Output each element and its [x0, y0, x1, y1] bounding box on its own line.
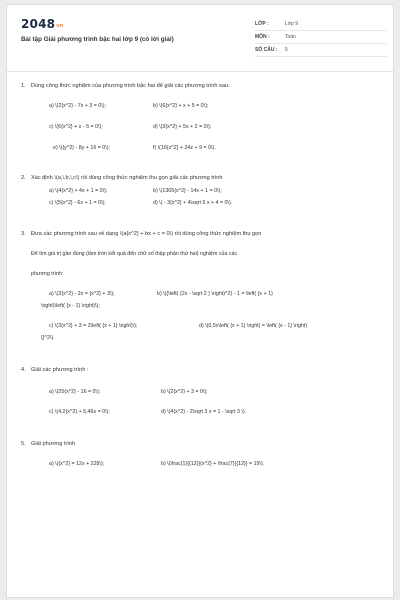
equation: b) \(2{x^2} + 3 = 0\); — [161, 389, 208, 395]
document-title: Bài tập Giải phương trình bậc hai lớp 9 (có lời giải) — [21, 36, 174, 43]
question-number: 3. — [21, 231, 26, 237]
equation: c) \(3{x^2} + 3 = 2\left( {x + 1} \right)\); — [49, 323, 138, 329]
equation: c) \(6{x^2} + x - 5 = 0\); — [49, 124, 103, 130]
question-number: 2. — [21, 175, 26, 181]
equation-continued: \right)\left( {x - 1} \right)\); — [41, 303, 100, 309]
equation: c) \(4,2{x^2} + 5,46x = 0\); — [49, 409, 110, 415]
question-text-continued: Để tìm giá trị gần đúng (làm tròn kết quả đến chữ số thập phân thứ hai) nghiệm của các — [31, 251, 238, 257]
question-text: Xác định \(a,\,b,\,c\) rồi dùng công thức nghiệm thu gọn giải các phương trình — [31, 175, 223, 181]
document-header — [7, 5, 393, 71]
equation: b) \(\frac{1}{{12}}{x^2} + \frac{7}{{12}} = 19\). — [161, 461, 265, 467]
meta-value: Toán — [285, 34, 296, 40]
question-text-continued: phương trình: — [31, 271, 64, 277]
equation-continued: {}^2\). — [41, 335, 55, 341]
equation: b) \(6{x^2} + x + 5 = 0\); — [153, 103, 209, 109]
equation: b) \(1365{x^2} - 14x + 1 = 0\); — [153, 188, 222, 194]
equation: d) \(4{x^2} - 2\sqrt 3 x = 1 - \sqrt 3 \). — [161, 409, 247, 415]
equation: a) \(3{x^2} - 2x = {x^2} + 3\); — [49, 291, 115, 297]
question-text: Dùng công thức nghiệm của phương trình bậc hai để giải các phương trình sau: — [31, 83, 230, 89]
question-text: Đưa các phương trình sau về dạng \(a{x^2} + bx + c = 0\) rồi dùng công thức nghiệm thu gọn — [31, 231, 262, 237]
meta-label: SỐ CÂU : — [255, 47, 278, 53]
equation: d) \( - 3{x^2} + 4\sqrt 6 x + 4 = 0\). — [153, 200, 233, 206]
meta-row-subject — [255, 31, 387, 44]
equation: d) \(3{x^2} + 5x + 2 = 0\); — [153, 124, 212, 130]
question-number: 1. — [21, 83, 26, 89]
meta-value: Lớp 9 — [285, 21, 299, 27]
question-text: Giải các phương trình : — [31, 367, 89, 373]
equation: e) \({y^2} - 8y + 16 = 0\); — [53, 145, 110, 151]
equation: f) \(16{z^2} + 24z + 9 = 0\). — [153, 145, 216, 151]
meta-value: 5 — [285, 47, 288, 53]
document-page — [6, 4, 394, 598]
equation: d) \(0,5x\left( {x + 1} \right) = \left( {x - 1} \right) — [199, 323, 308, 329]
question-number: 5. — [21, 441, 26, 447]
equation: c) \(5{x^2} - 6x + 1 = 0\); — [49, 200, 106, 206]
equation: a) \(25{x^2} - 16 = 0\); — [49, 389, 101, 395]
header-divider — [7, 71, 393, 72]
question-number: 4. — [21, 367, 26, 373]
meta-row-class — [255, 18, 387, 31]
meta-label: LỚP : — [255, 21, 269, 27]
site-logo[interactable]: $2048^{vn}$ — [21, 17, 64, 31]
equation: b) \({\left( {2x - \sqrt 2 } \right)^2} - 1 = \left( {x + 1} — [157, 291, 273, 297]
equation: a) \({x^2} = 12x + 228\); — [49, 461, 105, 467]
question-text: Giải phương trình — [31, 441, 76, 447]
meta-label: MÔN : — [255, 34, 270, 40]
equation: a) \(4{x^2} + 4x + 1 = 0\); — [49, 188, 108, 194]
meta-row-count — [255, 44, 387, 57]
equation: a) \(2{x^2} - 7x + 3 = 0\); — [49, 103, 106, 109]
document-meta — [255, 18, 387, 57]
